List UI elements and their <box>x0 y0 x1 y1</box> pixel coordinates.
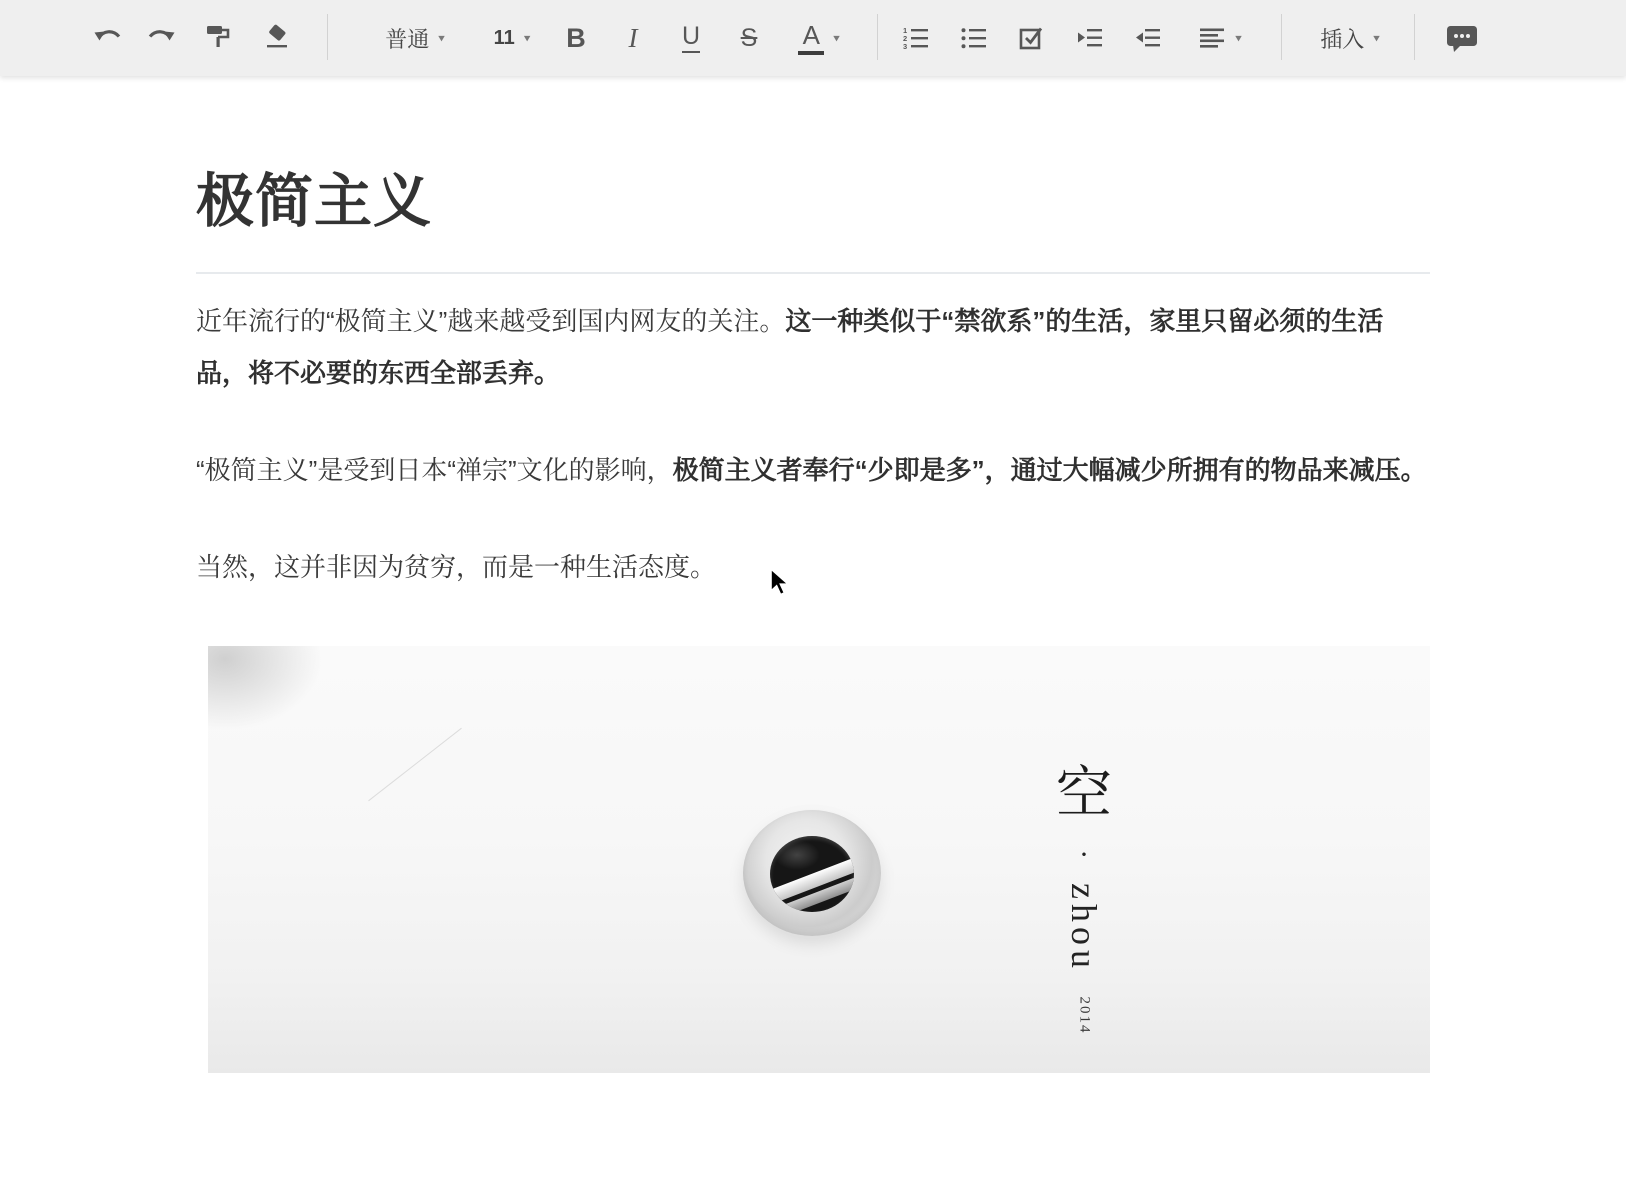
photo-corner-shadow <box>208 646 330 736</box>
watermark-dot: · <box>1079 837 1089 871</box>
underline-button[interactable] <box>673 0 709 76</box>
redo-button[interactable] <box>142 0 180 76</box>
comment-button[interactable] <box>1440 0 1484 76</box>
paragraph-3[interactable] <box>196 541 1430 593</box>
eraser-icon <box>262 23 292 53</box>
drain-hole <box>770 836 854 912</box>
undo-icon <box>92 26 124 50</box>
svg-text:3: 3 <box>903 42 908 50</box>
svg-text:2: 2 <box>903 34 908 43</box>
indent-decrease-icon <box>1134 26 1162 50</box>
underline-icon: U <box>682 24 700 53</box>
paragraph-1-bold: 这一种类似于“禁欲系”的生活，家里只留必须的生活品，将不必要的东西全部丢弃。 <box>196 306 1384 388</box>
strikethrough-icon: S <box>740 23 758 52</box>
format-painter-button[interactable] <box>200 0 238 76</box>
text-color-icon: A <box>798 22 824 55</box>
text-color-dropdown[interactable] <box>786 0 852 76</box>
watermark-year: 2014 <box>1076 996 1093 1035</box>
chevron-down-icon: ▾ <box>1235 31 1242 44</box>
paragraph-2[interactable] <box>196 444 1430 496</box>
paragraph-1-regular: 近年流行的“极简主义”越来越受到国内网友的关注。 <box>196 306 786 336</box>
watermark-artist: zhou <box>1064 882 1105 973</box>
paragraph-style-value: 普通 <box>385 26 430 52</box>
strikethrough-button[interactable] <box>731 0 767 76</box>
numbered-list-icon <box>902 26 930 50</box>
italic-icon: I <box>628 22 638 53</box>
image-watermark <box>1044 764 1124 1040</box>
insert-dropdown[interactable] <box>1300 0 1400 76</box>
redo-icon <box>145 26 177 50</box>
indent-increase-icon <box>1076 26 1104 50</box>
svg-text:1: 1 <box>903 26 908 35</box>
toolbar-divider <box>327 14 328 60</box>
paint-roller-icon <box>205 23 233 53</box>
chevron-down-icon: ▾ <box>1373 31 1380 44</box>
chevron-down-icon: ▾ <box>438 31 445 44</box>
chevron-down-icon: ▾ <box>523 31 531 44</box>
insert-label: 插入 <box>1320 26 1365 52</box>
alignment-dropdown[interactable] <box>1185 0 1255 76</box>
watermark-character: 空 <box>1056 763 1112 825</box>
bold-button[interactable] <box>558 0 594 76</box>
paragraph-style-dropdown[interactable] <box>360 0 470 76</box>
document-canvas[interactable] <box>0 76 1626 1178</box>
comment-icon <box>1445 23 1479 53</box>
toolbar-divider <box>877 14 878 60</box>
indent-decrease-button[interactable] <box>1129 0 1167 76</box>
toolbar-divider <box>1281 14 1282 60</box>
title-divider <box>196 272 1430 274</box>
font-size-dropdown[interactable] <box>470 0 554 76</box>
numbered-list-button[interactable] <box>897 0 935 76</box>
align-left-icon <box>1198 26 1226 50</box>
paragraph-3-regular: 当然，这并非因为贫穷，而是一种生活态度。 <box>196 552 717 582</box>
bulleted-list-icon <box>960 26 988 50</box>
paragraph-1[interactable] <box>196 295 1430 399</box>
toolbar-divider <box>1414 14 1415 60</box>
font-size-value: 11 <box>493 26 515 49</box>
document-title[interactable]: 极简主义 <box>196 169 433 234</box>
photo-scratch-line <box>368 728 462 801</box>
checklist-button[interactable] <box>1013 0 1051 76</box>
undo-button[interactable] <box>89 0 127 76</box>
paragraph-2-regular: “极简主义”是受到日本“禅宗”文化的影响， <box>196 455 673 485</box>
indent-increase-button[interactable] <box>1071 0 1109 76</box>
sink-drain <box>743 810 881 936</box>
document-image[interactable] <box>208 646 1430 1073</box>
paragraph-2-bold: 极简主义者奉行“少即是多”，通过大幅减少所拥有的物品来减压。 <box>672 455 1427 485</box>
chevron-down-icon: ▾ <box>833 31 840 44</box>
checkbox-icon <box>1018 25 1046 51</box>
bold-icon: B <box>566 22 586 53</box>
italic-button[interactable] <box>615 0 651 76</box>
toolbar <box>0 0 1626 76</box>
clear-formatting-button[interactable] <box>258 0 296 76</box>
bulleted-list-button[interactable] <box>955 0 993 76</box>
